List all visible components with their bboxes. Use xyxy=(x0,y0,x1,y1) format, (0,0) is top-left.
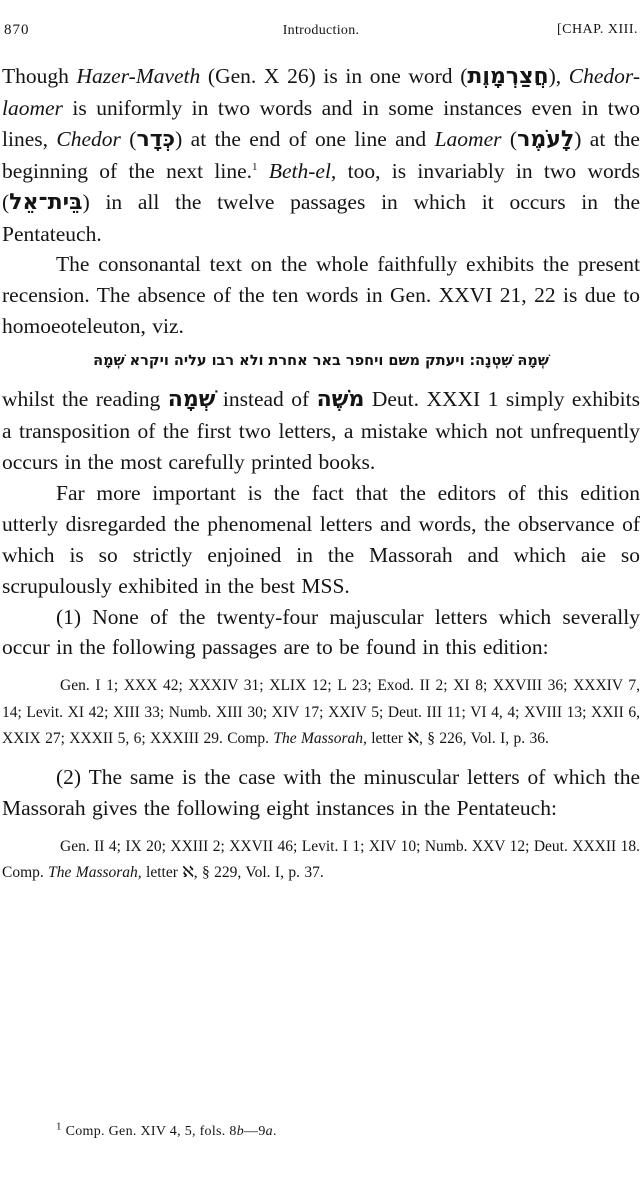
footnote-marker: 1 xyxy=(252,160,258,173)
text-run: ), xyxy=(548,64,569,88)
text-run: Gen. II 4; IX 20; XXIII 2; XXVII 46; Levit. I 1; XIV 10; Numb. XXV 12; Deut. XXXII 18. Comp. xyxy=(2,838,640,882)
italic-term: The Massorah, xyxy=(48,864,142,882)
text-run: Deut. XXXI 1 simply exhibits a transposition of the first two letters, a mistake which not unfrequently occurs in the most carefully printed books. xyxy=(2,387,640,474)
page-body xyxy=(2,61,640,897)
footnote-number: 1 xyxy=(56,1120,62,1133)
paragraph-minuscular: (2) The same is the case with the minuscular letters of which the Massorah gives the following eight instances in the Pentateuch: xyxy=(2,765,640,821)
reference-list-minuscular xyxy=(2,834,640,887)
text-run: (Gen. X 26) is in one word ( xyxy=(200,64,468,88)
text-run: —9 xyxy=(244,1124,266,1139)
hebrew-word: בֵּית־אֵל xyxy=(9,189,83,215)
text-run: Comp. Gen. XIV 4, 5, fols. 8 xyxy=(61,1124,237,1139)
text-run: too, is invariably in two words ( xyxy=(2,158,641,214)
hebrew-word: שְׁמָה xyxy=(167,387,216,413)
paragraph-reading xyxy=(2,384,640,478)
text-run: Gen. I 1; XXX 42; XXXIV 31; XLIX 12; L 23; Exod. II 2; XI 8; XXVIII 36; XXXIV 7, 14; Levit. XI 42; XIII 33; Numb. XIII 30; XIV 17; XXIV 5; Deut. III 11; VI 4, 4; XVIII 13; XXII 6, XXIX 27; XXXII 5, 6; XXXIII 29. Comp. xyxy=(2,677,640,747)
italic-term: Chedor-laomer xyxy=(2,64,640,120)
italic-term: Hazer-Maveth xyxy=(76,64,201,88)
italic-term: Beth-el, xyxy=(268,158,337,183)
paragraph-consonantal-text: The consonantal text on the whole faithfully exhibits the present recension. The absence of the ten words in Gen. XXVI 21, 22 is due to homoeoteleuton, viz. xyxy=(2,252,640,339)
text-run: ) in all the twelve passages in which it occurs in the Pentateuch. xyxy=(2,189,640,246)
chapter-label: [CHAP. XIII. xyxy=(556,22,638,37)
header-title: Introduction. xyxy=(282,23,360,38)
hebrew-word: חֲצַרְמָוֶת xyxy=(467,64,549,89)
text-run: ( xyxy=(120,126,137,151)
running-header xyxy=(4,22,638,44)
text-run: letter ℵ, § 229, Vol. I, p. 37. xyxy=(141,864,324,882)
hebrew-quotation: שְׁמָהּ שִׁטְנָה׃ ויעתק משם ויחפר באר אחרת ולא רבו עליה ויקרא שְׁמָהּ xyxy=(93,353,549,370)
paragraph-editors: Far more important is the fact that the editors of this edition utterly disregarded the phenomenal letters and words, the observance of which is so strictly enjoined in the Massorah and which aie so scrupulously exhibited in the best MSS. xyxy=(2,480,640,598)
hebrew-word: מֹשֶׁה xyxy=(316,387,365,413)
italic-term: Laomer xyxy=(434,126,502,151)
text-run: ) at the end of one line and xyxy=(175,126,435,151)
italic-term: b xyxy=(236,1124,245,1139)
text-run: whilst the reading xyxy=(2,387,168,412)
text-run: Though xyxy=(2,64,77,88)
text-run: letter ℵ, § 226, Vol. I, p. 36. xyxy=(366,729,549,747)
page-number: 870 xyxy=(4,22,30,38)
paragraph-hazer-maveth xyxy=(2,61,640,249)
footnote xyxy=(56,1120,277,1140)
italic-term: a xyxy=(265,1124,273,1139)
italic-term: Chedor xyxy=(56,126,121,151)
text-run: is uniformly in two words and in some instances even in two lines, xyxy=(2,95,640,151)
text-run: instead of xyxy=(215,387,317,412)
paragraph-majuscular: (1) None of the twenty-four majuscular letters which severally occur in the following passages are to be found in this edition: xyxy=(2,604,640,660)
text-run: ( xyxy=(501,126,518,151)
text-run: . xyxy=(272,1124,277,1139)
italic-term: The Massorah, xyxy=(273,729,367,747)
text-run: ) at the beginning of the next line. xyxy=(2,126,640,183)
reference-list-majuscular xyxy=(2,673,640,752)
hebrew-word: לָעֹמֶר xyxy=(517,126,575,152)
hebrew-word: כְּדָר xyxy=(136,126,176,152)
